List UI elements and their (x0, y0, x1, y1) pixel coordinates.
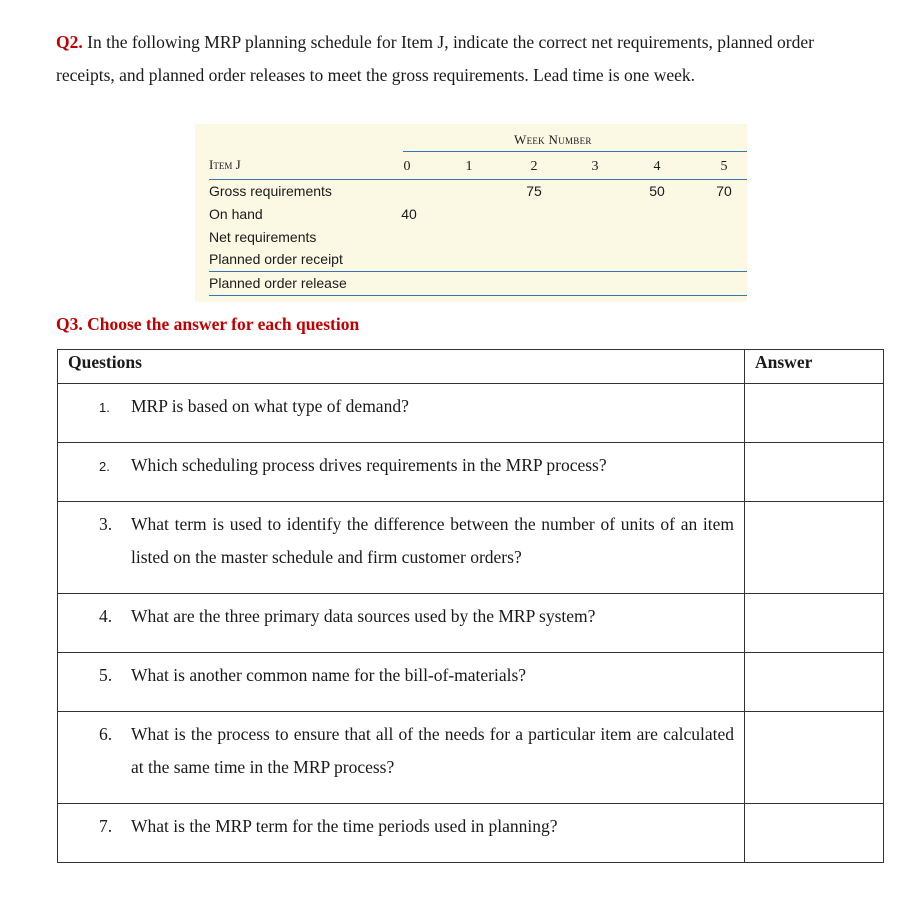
receipt-rule (209, 271, 747, 272)
question-row (58, 594, 884, 653)
question-number: 1. (99, 400, 110, 415)
question-row (58, 804, 884, 863)
header-rule (403, 151, 747, 152)
gross-week-5: 70 (716, 183, 732, 199)
question-text: MRP is based on what type of demand? (131, 396, 409, 416)
bottom-rule (209, 295, 747, 296)
question-row (58, 443, 884, 502)
question-text: What term is used to identify the difference between the number of units of an item listed on the master schedule and firm customer orders? (131, 514, 734, 567)
row-label-release: Planned order release (209, 275, 347, 291)
row-label-net: Net requirements (209, 229, 317, 245)
answer-cell-3[interactable] (745, 502, 884, 594)
gross-week-4: 50 (649, 183, 665, 199)
week-3: 3 (591, 159, 599, 174)
question-number: 5. (99, 665, 113, 685)
question-number: 3. (99, 514, 113, 534)
question-number: 6. (99, 724, 113, 744)
mrp-schedule-table (195, 124, 747, 302)
questions-header: Questions (58, 350, 745, 384)
answer-cell-2[interactable] (745, 443, 884, 502)
question-cell (58, 443, 745, 502)
week-1: 1 (465, 159, 473, 174)
answer-cell-6[interactable] (745, 712, 884, 804)
questions-table (57, 349, 884, 863)
gross-week-2: 75 (526, 183, 542, 199)
q3-title: Q3. Choose the answer for each question (56, 314, 360, 334)
answer-cell-7[interactable] (745, 804, 884, 863)
question-text: What are the three primary data sources used by the MRP system? (131, 606, 596, 626)
answer-header: Answer (745, 350, 884, 384)
week-number-header: Week Number (514, 132, 592, 147)
question-cell (58, 502, 745, 594)
question-number: 2. (99, 459, 110, 474)
question-row (58, 502, 884, 594)
weeks-rule (209, 179, 747, 180)
answer-cell-5[interactable] (745, 653, 884, 712)
question-cell (58, 653, 745, 712)
question-number: 4. (99, 606, 113, 626)
week-4: 4 (653, 159, 661, 174)
q2-paragraph (56, 26, 876, 92)
q2-text: In the following MRP planning schedule for Item J, indicate the correct net requirements, planned order receipts, and planned order releases to meet the gross requirements. Lead time is one week. (56, 32, 814, 85)
answer-cell-1[interactable] (745, 384, 884, 443)
question-cell (58, 384, 745, 443)
row-label-receipt: Planned order receipt (209, 251, 343, 267)
q2-number: Q2. (56, 32, 83, 52)
question-row (58, 712, 884, 804)
question-cell (58, 594, 745, 653)
question-number: 7. (99, 816, 113, 836)
week-2: 2 (530, 159, 538, 174)
question-cell (58, 804, 745, 863)
question-text: What is the MRP term for the time periods used in planning? (131, 816, 558, 836)
question-cell (58, 712, 745, 804)
question-row (58, 653, 884, 712)
row-label-on-hand: On hand (209, 206, 263, 222)
week-0: 0 (403, 159, 411, 174)
answer-cell-4[interactable] (745, 594, 884, 653)
question-text: Which scheduling process drives requirements in the MRP process? (131, 455, 607, 475)
question-text: What is the process to ensure that all of the needs for a particular item are calculated at the same time in the MRP process? (131, 724, 734, 777)
on-hand-week-0: 40 (401, 206, 417, 222)
week-5: 5 (720, 159, 728, 174)
header-row (58, 350, 884, 384)
row-label-gross: Gross requirements (209, 183, 332, 199)
question-text: What is another common name for the bill-of-materials? (131, 665, 527, 685)
question-row (58, 384, 884, 443)
item-label: Item J (209, 157, 241, 172)
